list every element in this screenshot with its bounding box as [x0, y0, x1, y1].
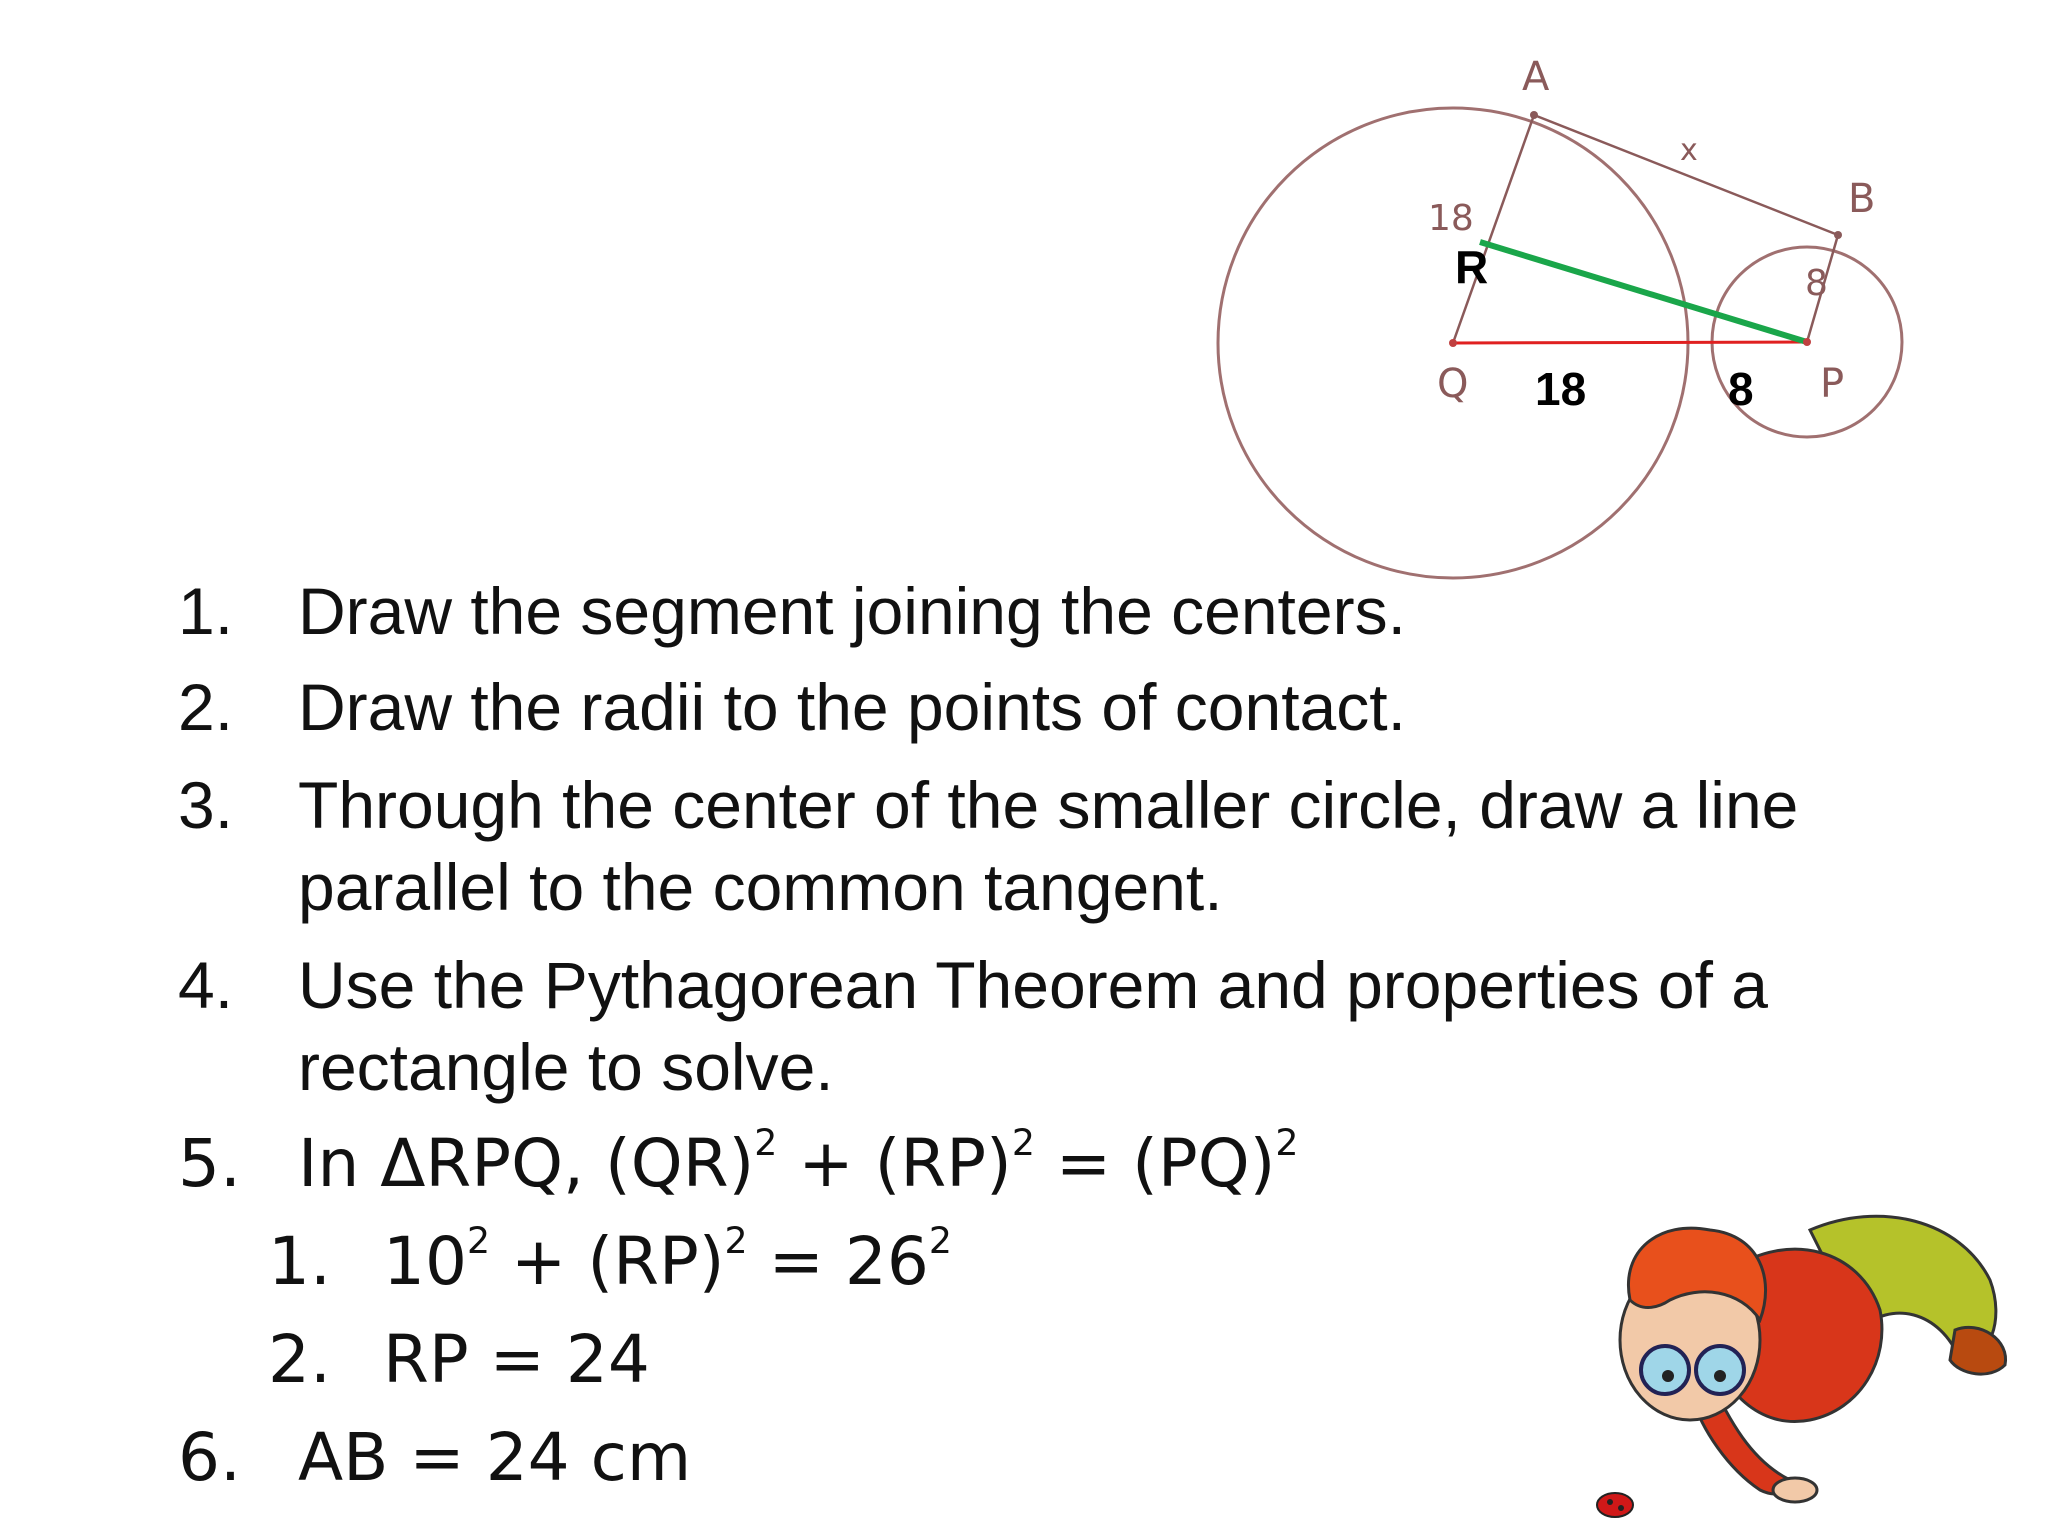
label-radius-large: 18	[1428, 198, 1474, 239]
step-number: 4.	[178, 948, 234, 1022]
cartoon-boy-illustration	[1560, 1190, 2020, 1530]
substep-number: 1.	[268, 1223, 331, 1300]
boy-boot	[1950, 1327, 2006, 1374]
label-TP-length: 8	[1728, 363, 1754, 415]
label-P: P	[1820, 361, 1845, 407]
step-text: Draw the segment joining the centers.	[298, 574, 1406, 648]
boy-hand	[1773, 1478, 1817, 1502]
pupil	[1714, 1370, 1726, 1382]
label-R: R	[1455, 241, 1489, 293]
step-number: 2.	[178, 670, 234, 744]
step-text-line-1: Use the Pythagorean Theorem and properties of a	[298, 948, 1769, 1022]
step-text: AB = 24 cm	[298, 1419, 692, 1496]
step-number: 5.	[178, 1125, 241, 1202]
step-number: 1.	[178, 574, 234, 648]
label-QT-length: 18	[1535, 363, 1587, 415]
step-number: 3.	[178, 768, 234, 842]
pupil	[1662, 1370, 1674, 1382]
label-x: x	[1680, 133, 1698, 168]
ladybug-spot	[1618, 1505, 1624, 1511]
label-radius-small: 8	[1805, 263, 1828, 304]
step-equation: In ΔRPQ, (QR)$^2$ + (RP)$^2$ = (PQ)$^2$	[298, 1121, 1299, 1202]
substep-text: RP = 24	[383, 1321, 650, 1398]
label-B: B	[1848, 176, 1876, 222]
step-number: 6.	[178, 1419, 241, 1496]
substep-equation: $10^2 + (RP)^2 = 26^2$	[383, 1219, 952, 1300]
glasses-icon	[1641, 1346, 1689, 1394]
step-text-line-2: parallel to the common tangent.	[298, 850, 1223, 924]
step-text-line-1: Through the center of the smaller circle, draw a line	[298, 768, 1799, 842]
ladybug-spot	[1607, 1499, 1613, 1505]
substep-number: 2.	[268, 1321, 331, 1398]
label-Q: Q	[1437, 361, 1469, 407]
ladybug-icon	[1597, 1493, 1633, 1517]
label-A: A	[1522, 54, 1550, 100]
step-text-line-2: rectangle to solve.	[298, 1030, 834, 1104]
step-text: Draw the radii to the points of contact.	[298, 670, 1406, 744]
